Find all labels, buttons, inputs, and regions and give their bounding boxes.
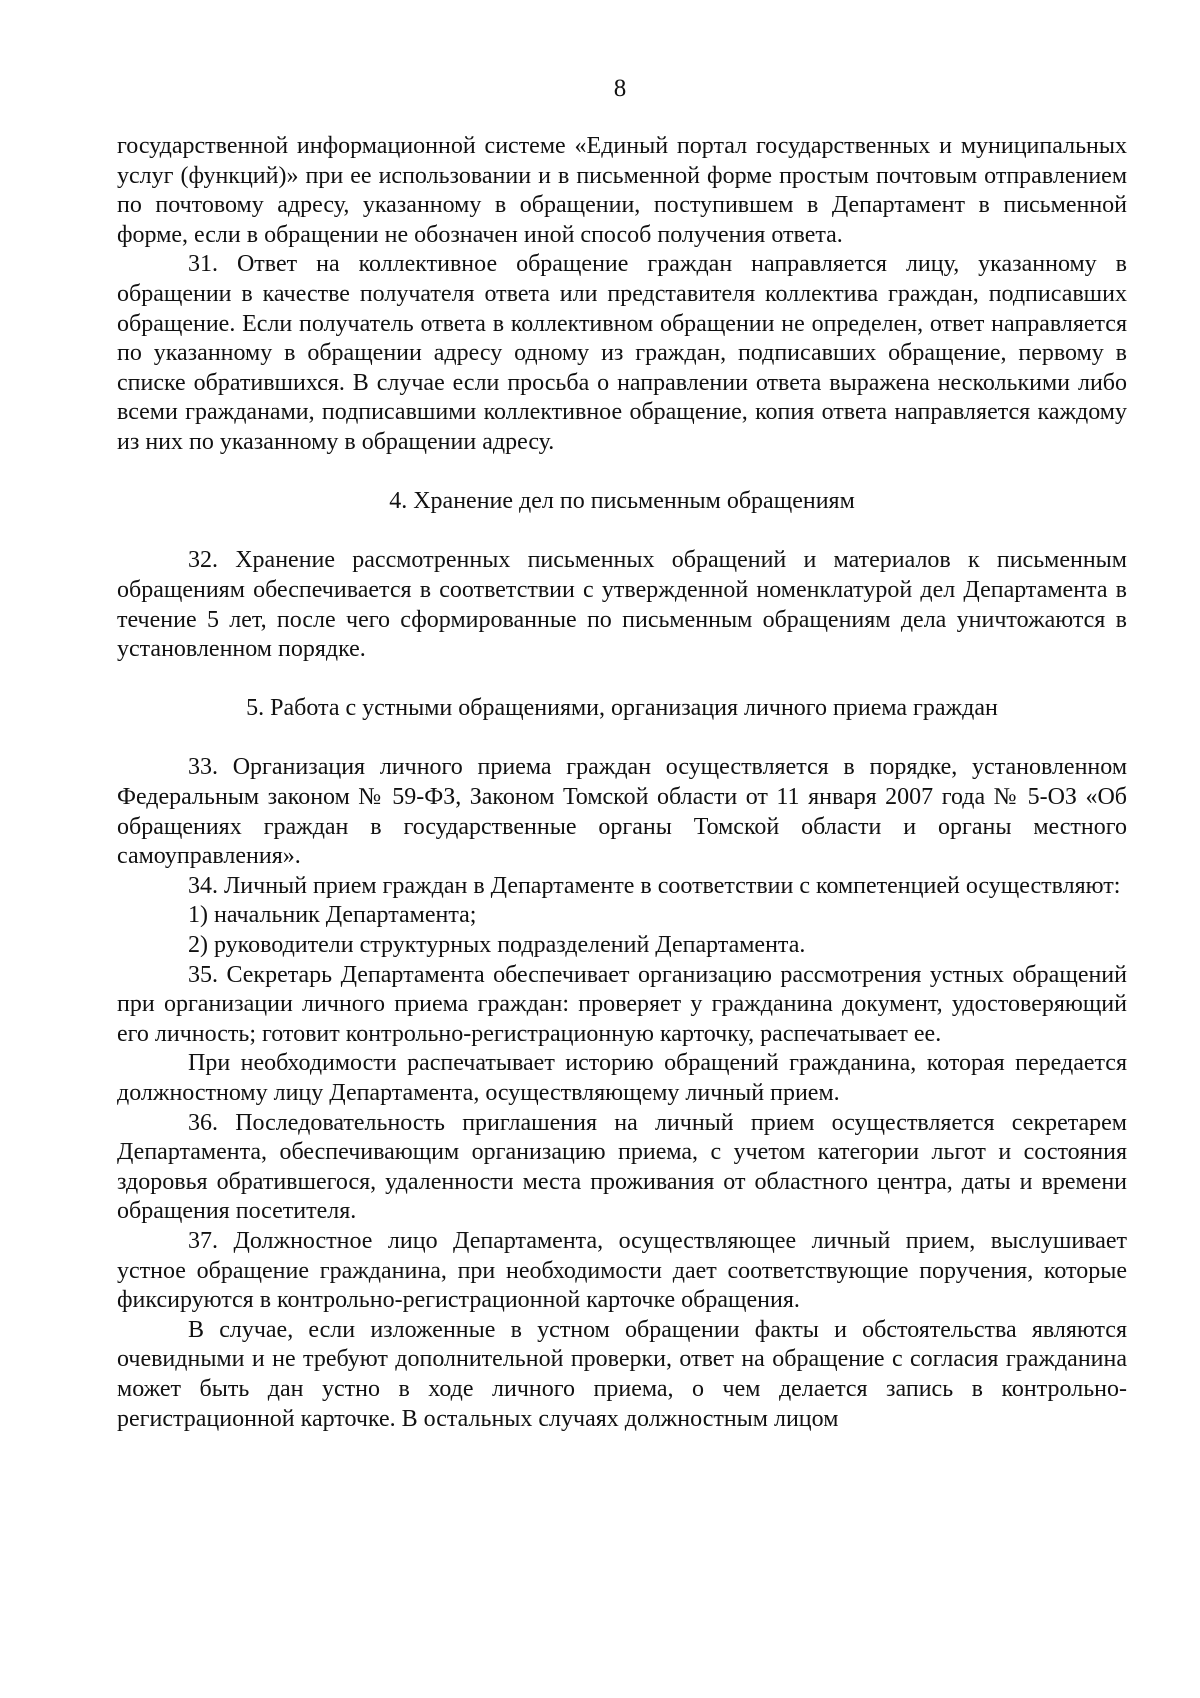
spacer — [117, 517, 1127, 547]
spacer — [117, 458, 1127, 488]
section-heading-5: 5. Работа с устными обращениями, организация личного приема граждан — [246, 695, 998, 722]
paragraph-35-continued: При необходимости распечатывает историю обращений гражданина, которая передается должностному лицу Департамента, осуществляющему личный прием. — [117, 1050, 1127, 1106]
paragraph-32: 32. Хранение рассмотренных письменных обращений и материалов к письменным обращениям обеспечивается в соответствии с утвержденной номенклатурой дел Департамента в течение 5 лет, после чего сформированные по письменным обращениям дела уничтожаются в установленном порядке. — [117, 547, 1127, 663]
paragraph-34: 34. Личный прием граждан в Департаменте в соответствии с компетенцией осуществляют: — [188, 872, 1121, 899]
paragraph-37: 37. Должностное лицо Департамента, осуществляющее личный прием, выслушивает устное обращение гражданина, при необходимости дает соответствующие поручения, которые фиксируются в контрольно-регистрационной карточке обращения. — [117, 1227, 1127, 1314]
document-body — [117, 132, 1127, 1434]
page-number: 8 — [613, 75, 627, 102]
spacer — [117, 724, 1127, 754]
paragraph-37-continued: В случае, если изложенные в устном обращении факты и обстоятельства являются очевидными и не требуют дополнительной проверки, ответ на обращение с согласия гражданина может быть дан устно в ходе личного приема, о чем делается запись в контрольно-регистрационной карточке. В остальных случаях должностным лицом — [117, 1316, 1127, 1432]
spacer — [117, 665, 1127, 695]
section-heading-4: 4. Хранение дел по письменным обращениям — [389, 488, 855, 515]
paragraph-33: 33. Организация личного приема граждан осуществляется в порядке, установленном Федеральным законом № 59-ФЗ, Законом Томской области от 11 января 2007 года № 5-ОЗ «Об обращениях граждан в государственные органы Томской области и органы местного самоуправления». — [117, 754, 1127, 870]
paragraph-35: 35. Секретарь Департамента обеспечивает организацию рассмотрения устных обращений при организации личного приема граждан: проверяет у гражданина документ, удостоверяющий его личность; готовит контрольно-регистрационную карточку, распечатывает ее. — [117, 961, 1127, 1047]
list-item-34-1: 1) начальник Департамента; — [188, 902, 477, 929]
list-item-34-2: 2) руководители структурных подразделений Департамента. — [188, 932, 806, 959]
paragraph-36: 36. Последовательность приглашения на личный прием осуществляется секретарем Департамента, обеспечивающим организацию приема, с учетом категории льгот и состояния здоровья обратившегося, удаленности места проживания от областного центра, даты и времени обращения посетителя. — [117, 1109, 1127, 1225]
paragraph-continuation: государственной информационной системе «Единый портал государственных и муниципальных услуг (функций)» при ее использовании и в письменной форме простым почтовым отправлением по почтовому адресу, указанному в обращении, поступившем в Департамент в письменной форме, если в обращении не обозначен иной способ получения ответа. — [117, 133, 1127, 248]
paragraph-31: 31. Ответ на коллективное обращение граждан направляется лицу, указанному в обращении в качестве получателя ответа или представителя коллектива граждан, подписавших обращение. Если получатель ответа в коллективном обращении не определен, ответ направляется по указанному в обращении адресу одному из граждан, подписавших обращение, первому в списке обратившихся. В случае если просьба о направлении ответа выражена несколькими либо всеми гражданами, подписавшими коллективное обращение, копия ответа направляется каждому из них по указанному в обращении адресу. — [117, 251, 1127, 455]
